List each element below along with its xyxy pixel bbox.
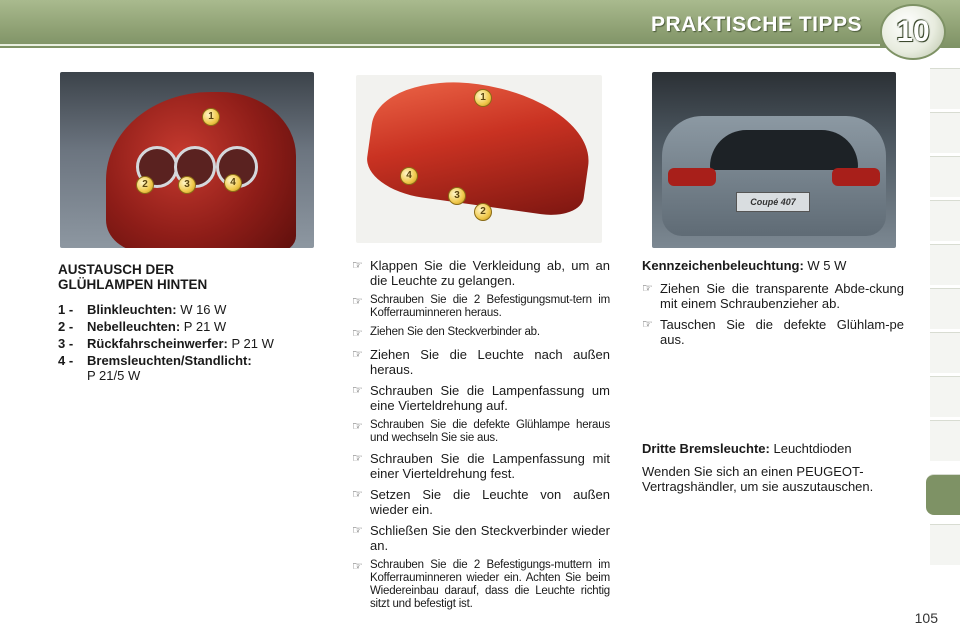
step-item <box>352 383 610 413</box>
step-text: Schrauben Sie die Lampenfassung um eine Vierteldrehung auf. <box>370 383 610 413</box>
spec-value: P 21/5 W <box>87 368 141 383</box>
step-item <box>352 419 610 445</box>
callout-badge: 4 <box>400 167 418 185</box>
hand-pointer-icon: ☞ <box>352 451 363 465</box>
spec-name: Blinkleuchten: <box>87 302 177 317</box>
bulb-spec <box>58 353 318 383</box>
hand-pointer-icon: ☞ <box>352 294 363 308</box>
callout-badge: 4 <box>224 174 242 192</box>
car-rear-photo <box>652 72 896 248</box>
rear-window <box>710 130 858 170</box>
step-text: Klappen Sie die Verkleidung ab, um an die Leuchte zu gelangen. <box>370 258 610 288</box>
step-text: Ziehen Sie den Steckverbinder ab. <box>370 326 540 338</box>
third-brake-light-spec <box>642 441 904 456</box>
rear-taillight <box>832 168 880 186</box>
spec-value: P 21 W <box>227 336 274 351</box>
spec-number: 3 - <box>58 336 74 351</box>
hand-pointer-icon: ☞ <box>352 419 363 433</box>
page-title: PRAKTISCHE TIPPS <box>650 13 862 36</box>
spec-name: Kennzeichenbeleuchtung: <box>642 258 804 273</box>
step-text: Tauschen Sie die defekte Glühlam-pe aus. <box>660 317 904 347</box>
step-text: Ziehen Sie die Leuchte nach außen heraus. <box>370 347 610 377</box>
hand-pointer-icon: ☞ <box>642 317 653 331</box>
hand-pointer-icon: ☞ <box>642 281 653 295</box>
step-item <box>352 523 610 553</box>
callout-badge: 3 <box>448 187 466 205</box>
spec-name: Dritte Bremsleuchte: <box>642 441 770 456</box>
spec-name: Bremsleuchten/Standlicht: <box>87 353 252 368</box>
step-text: Schrauben Sie die defekte Glühlampe heraus und wechseln Sie sie aus. <box>370 419 610 444</box>
rear-taillight <box>668 168 716 186</box>
chapter-tab[interactable] <box>930 68 960 109</box>
spec-number: 2 - <box>58 319 74 334</box>
callout-badge: 3 <box>178 176 196 194</box>
bulb-spec <box>58 302 318 317</box>
spec-value: P 21 W <box>180 319 227 334</box>
spec-name: Rückfahrscheinwerfer: <box>87 336 228 351</box>
chapter-tab[interactable] <box>930 376 960 417</box>
step-text: Setzen Sie die Leuchte von außen wieder ein. <box>370 487 610 517</box>
step-item <box>352 294 610 320</box>
step-item <box>352 451 610 481</box>
hand-pointer-icon: ☞ <box>352 559 363 573</box>
dealer-note: Wenden Sie sich an einen PEUGEOT-Vertragshändler, um sie auszutauschen. <box>642 464 874 494</box>
chapter-tab-strip <box>926 68 960 574</box>
callout-badge: 2 <box>474 203 492 221</box>
page-number: 105 <box>914 610 938 626</box>
bulb-spec <box>58 319 318 334</box>
step-text: Schrauben Sie die 2 Befestigungsmut-tern im Kofferrauminneren heraus. <box>370 294 610 319</box>
step-item <box>642 281 904 311</box>
chapter-tab[interactable] <box>930 288 960 329</box>
chapter-tab[interactable] <box>930 420 960 461</box>
heading-line: AUSTAUSCH DER <box>58 262 175 277</box>
step-item <box>352 326 610 341</box>
spec-value: W 16 W <box>176 302 227 317</box>
step-item <box>352 347 610 377</box>
header-rule <box>0 44 880 46</box>
chapter-tab[interactable] <box>930 156 960 197</box>
step-text: Schrauben Sie die 2 Befestigungs-muttern im Kofferrauminneren wieder ein. Achten Sie beim Wiedereinbau darauf, dass die Leuchte richtig sitzt und befestigt ist. <box>370 559 610 610</box>
callout-badge: 1 <box>202 108 220 126</box>
chapter-tab[interactable] <box>930 244 960 285</box>
hand-pointer-icon: ☞ <box>352 487 363 501</box>
chapter-tab[interactable] <box>930 112 960 153</box>
heading-line: GLÜHLAMPEN HINTEN <box>58 277 208 292</box>
spec-number: 4 - <box>58 353 74 368</box>
middle-column <box>352 258 610 617</box>
spec-number: 1 - <box>58 302 74 317</box>
chapter-tab-active[interactable] <box>926 474 960 515</box>
callout-badge: 2 <box>136 176 154 194</box>
spec-value: Leuchtdioden <box>769 441 852 456</box>
hand-pointer-icon: ☞ <box>352 258 363 272</box>
chapter-number: 10 <box>896 15 930 48</box>
section-heading <box>58 262 318 292</box>
taillight-photo <box>60 72 314 248</box>
callout-badge: 1 <box>474 89 492 107</box>
page-header <box>0 0 960 48</box>
chapter-tab[interactable] <box>930 332 960 373</box>
hand-pointer-icon: ☞ <box>352 326 363 340</box>
left-column <box>58 262 318 385</box>
hand-pointer-icon: ☞ <box>352 383 363 397</box>
spec-value: W 5 W <box>803 258 847 273</box>
lamp-unit-photo <box>356 75 602 243</box>
licence-plate: Coupé 407 <box>736 192 810 212</box>
step-item <box>352 559 610 611</box>
step-item <box>352 258 610 288</box>
car-body <box>662 116 886 236</box>
hand-pointer-icon: ☞ <box>352 347 363 361</box>
spec-name: Nebelleuchten: <box>87 319 181 334</box>
step-item <box>642 317 904 347</box>
right-column <box>642 258 904 494</box>
step-text: Schrauben Sie die Lampenfassung mit einer Vierteldrehung fest. <box>370 451 610 481</box>
chapter-tab[interactable] <box>930 524 960 565</box>
step-item <box>352 487 610 517</box>
chapter-tab[interactable] <box>930 200 960 241</box>
plate-light-spec <box>642 258 904 273</box>
hand-pointer-icon: ☞ <box>352 523 363 537</box>
step-text: Ziehen Sie die transparente Abde-ckung mit einem Schraubenzieher ab. <box>660 281 904 311</box>
bulb-spec <box>58 336 318 351</box>
chapter-badge <box>880 4 946 60</box>
step-text: Schließen Sie den Steckverbinder wieder an. <box>370 523 610 553</box>
